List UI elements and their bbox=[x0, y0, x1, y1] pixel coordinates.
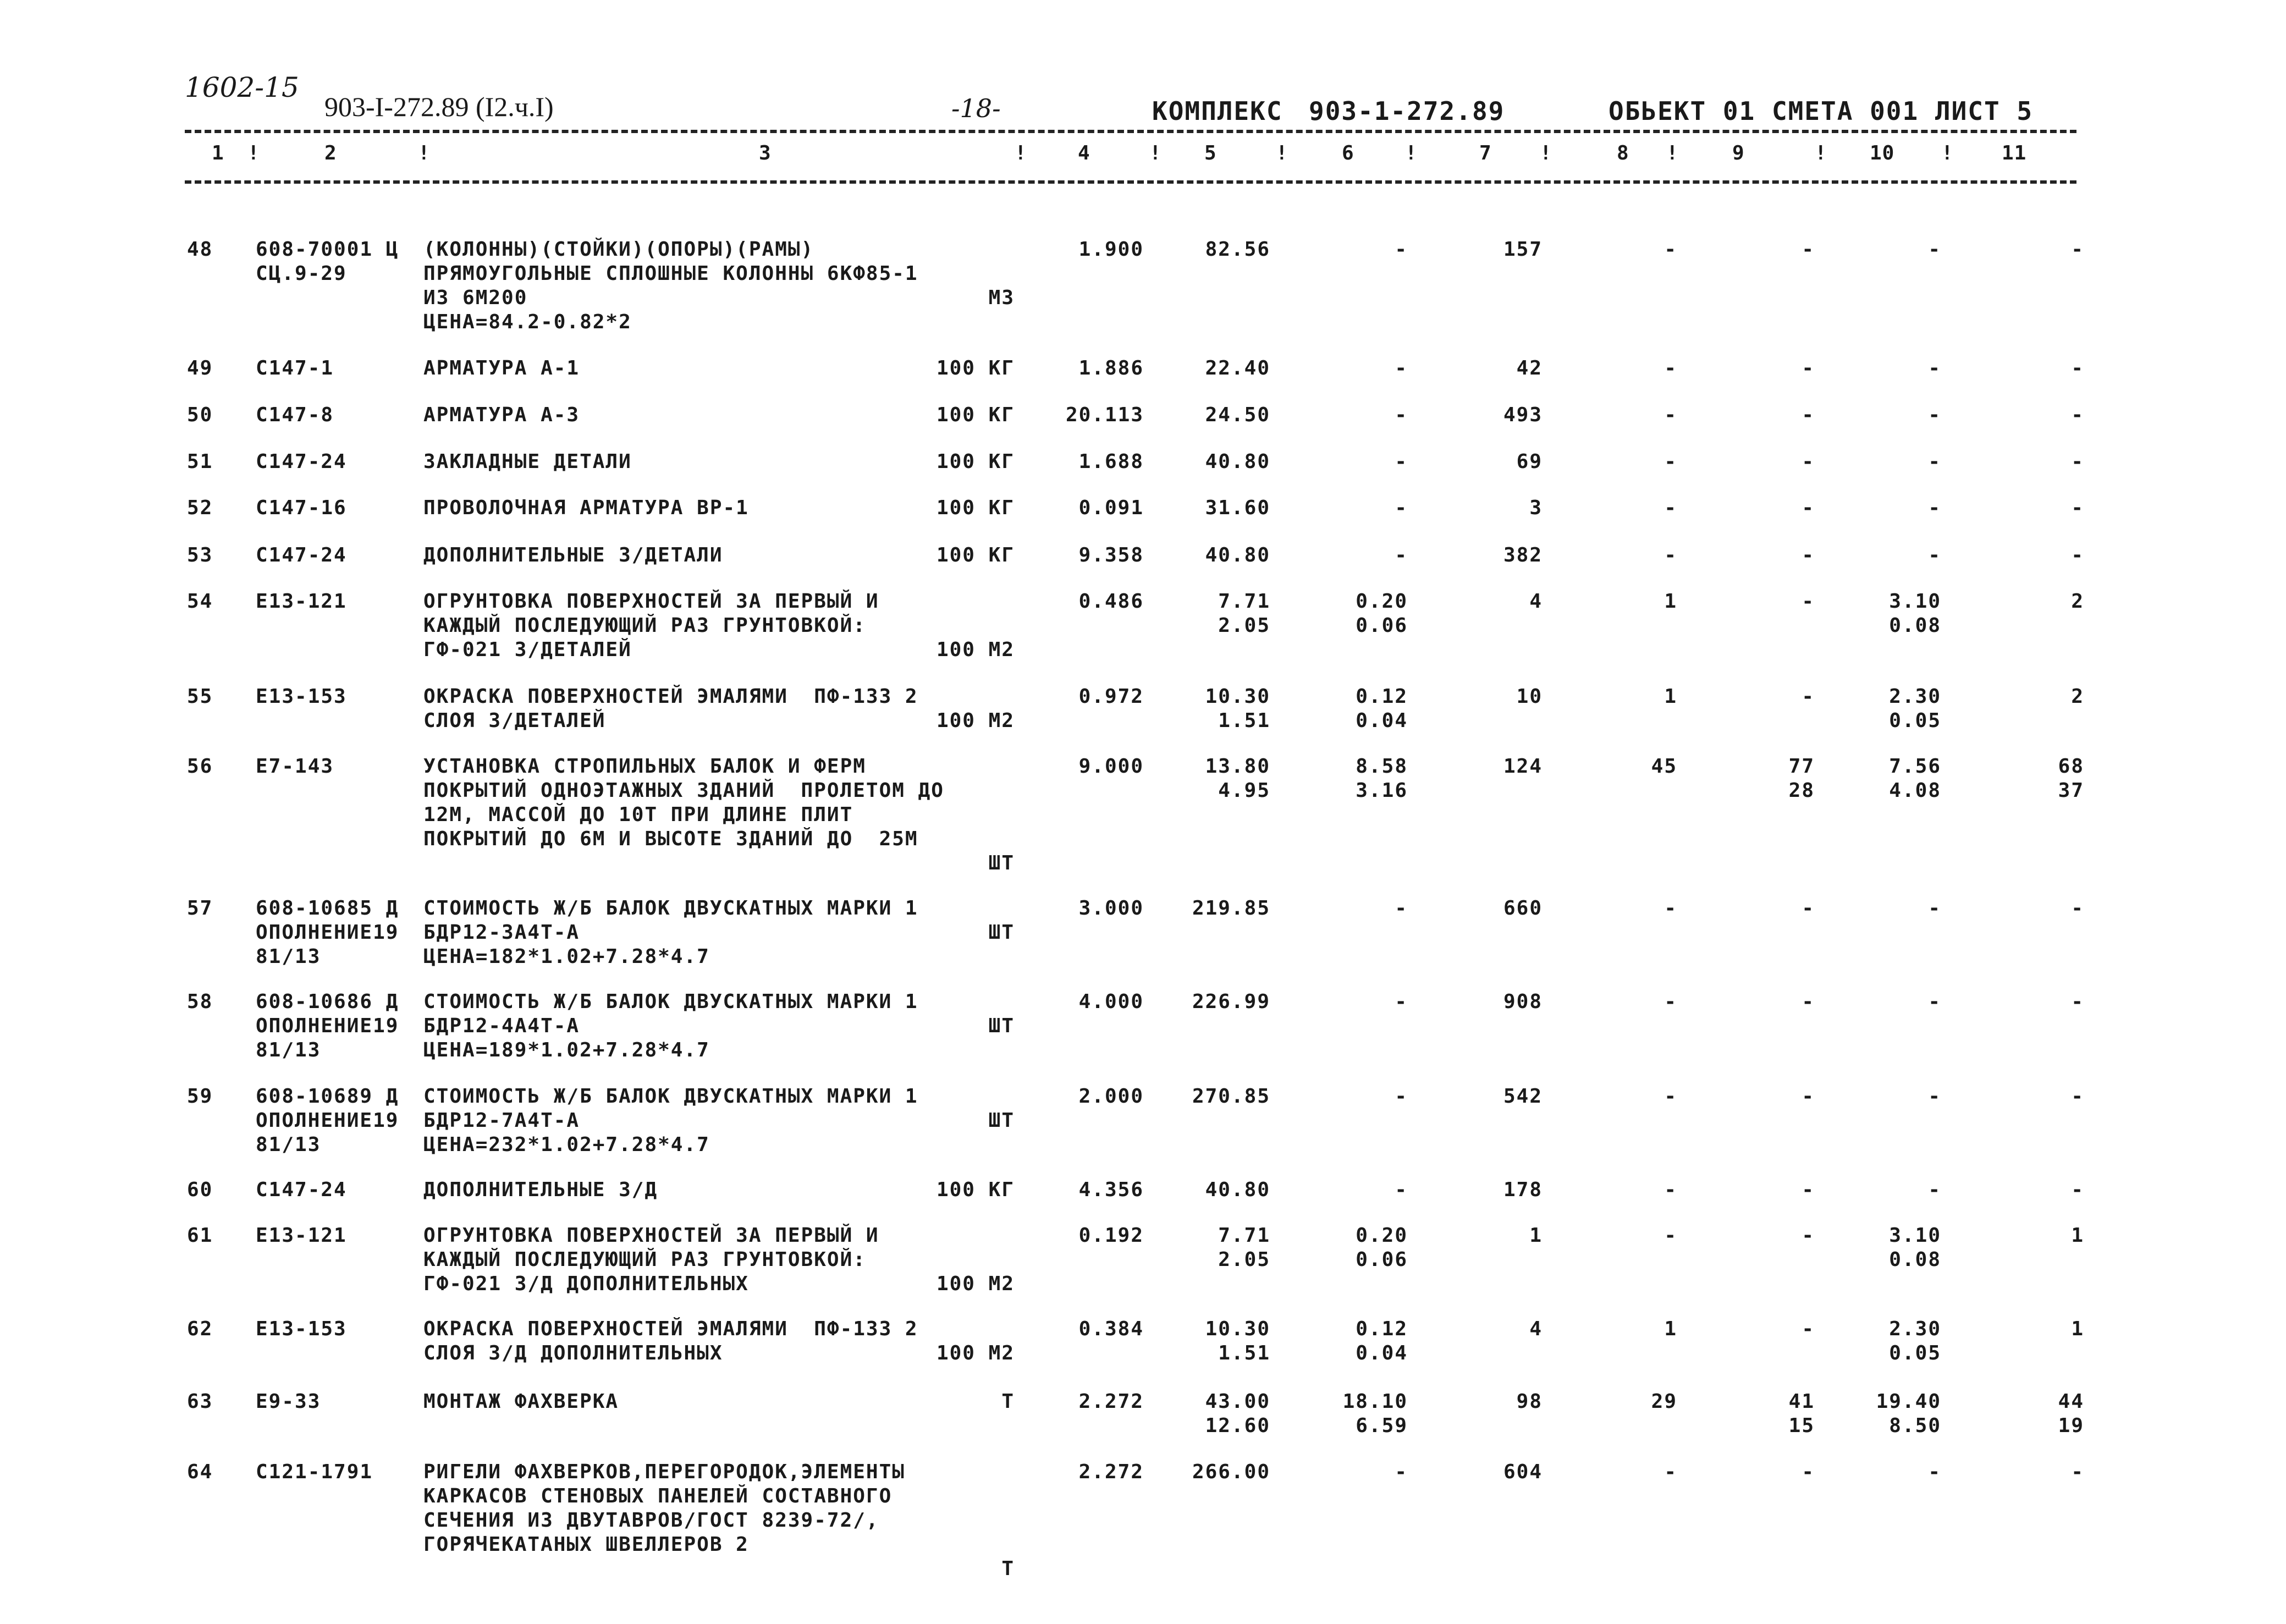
unit-price: 40.80 bbox=[1205, 450, 1270, 473]
col-7-total: 124 bbox=[1503, 755, 1543, 778]
col-6-value: 3.16 bbox=[1356, 779, 1408, 802]
item-description: БДР12-3А4Т-А bbox=[423, 921, 580, 944]
col-10-value: 2.30 bbox=[1889, 1318, 1941, 1340]
item-code: С121-1791 bbox=[256, 1461, 373, 1483]
col-6-value: - bbox=[1395, 497, 1408, 519]
col-8-value: - bbox=[1664, 404, 1677, 426]
item-description: СЛОЯ З/ДЕТАЛЕЙ bbox=[423, 709, 606, 732]
item-description: ЦЕНА=84.2-0.82*2 bbox=[423, 311, 632, 333]
unit-price: 40.80 bbox=[1205, 1179, 1270, 1201]
col-10-value: 8.50 bbox=[1889, 1414, 1941, 1437]
col-8-value: - bbox=[1664, 544, 1677, 566]
row-number: 50 bbox=[187, 404, 213, 426]
col-7-total: 4 bbox=[1529, 590, 1543, 613]
unit-price: 10.30 bbox=[1205, 1318, 1270, 1340]
column-separator: ! bbox=[1015, 142, 1027, 164]
column-separator: ! bbox=[1941, 142, 1954, 164]
unit-price: 7.71 bbox=[1218, 1224, 1270, 1247]
column-number-6: 6 bbox=[1342, 142, 1354, 164]
item-code: ОПОЛНЕНИЕ19 bbox=[256, 921, 399, 944]
col-11-value: - bbox=[2071, 897, 2084, 920]
item-description: КАЖДЫЙ ПОСЛЕДУЮЩИЙ РАЗ ГРУНТОВКОЙ: bbox=[423, 1248, 866, 1271]
unit-price: 82.56 bbox=[1205, 238, 1270, 261]
row-number: 54 bbox=[187, 590, 213, 613]
item-description: ОКРАСКА ПОВЕРХНОСТЕЙ ЭМАЛЯМИ ПФ-133 2 bbox=[423, 685, 918, 708]
column-number-3: 3 bbox=[759, 142, 772, 164]
column-separator: ! bbox=[1149, 142, 1162, 164]
unit-price: 219.85 bbox=[1192, 897, 1270, 920]
item-code: 81/13 bbox=[256, 945, 321, 968]
col-11-value: 44 bbox=[2058, 1390, 2084, 1413]
column-number-10: 10 bbox=[1870, 142, 1895, 164]
col-8-value: - bbox=[1664, 1085, 1677, 1108]
col-7-total: 908 bbox=[1503, 990, 1543, 1013]
item-quantity: 4.000 bbox=[1078, 990, 1144, 1013]
column-separator: ! bbox=[418, 142, 431, 164]
item-description: ЦЕНА=189*1.02+7.28*4.7 bbox=[423, 1039, 710, 1061]
col-9-value: - bbox=[1802, 404, 1815, 426]
column-separator: ! bbox=[1540, 142, 1552, 164]
item-unit: 100 М2 bbox=[936, 1342, 1015, 1364]
col-6-value: 0.04 bbox=[1356, 709, 1408, 732]
item-code: Е13-121 bbox=[256, 590, 347, 613]
col-10-value: 0.08 bbox=[1889, 1248, 1941, 1271]
col-6-value: - bbox=[1395, 357, 1408, 379]
col-9-value: - bbox=[1802, 544, 1815, 566]
col-8-value: - bbox=[1664, 357, 1677, 379]
col-6-value: 0.20 bbox=[1356, 590, 1408, 613]
item-unit: Т bbox=[1001, 1557, 1015, 1580]
col-8-value: - bbox=[1664, 497, 1677, 519]
item-unit: ШТ bbox=[988, 1015, 1015, 1037]
handwritten-reference: 1602-15 bbox=[185, 71, 299, 103]
column-separator: ! bbox=[1815, 142, 1827, 164]
col-11-value: - bbox=[2071, 1085, 2084, 1108]
col-10-value: - bbox=[1928, 1461, 1941, 1483]
col-9-value: - bbox=[1802, 1224, 1815, 1247]
column-number-1: 1 bbox=[212, 142, 224, 164]
col-10-value: 2.30 bbox=[1889, 685, 1941, 708]
col-10-value: - bbox=[1928, 404, 1941, 426]
unit-price: 24.50 bbox=[1205, 404, 1270, 426]
unit-price: 1.51 bbox=[1218, 709, 1270, 732]
item-quantity: 2.272 bbox=[1078, 1461, 1144, 1483]
item-quantity: 2.272 bbox=[1078, 1390, 1144, 1413]
row-number: 59 bbox=[187, 1085, 213, 1108]
item-code: ОПОЛНЕНИЕ19 bbox=[256, 1109, 399, 1132]
col-7-total: 4 bbox=[1529, 1318, 1543, 1340]
unit-price: 4.95 bbox=[1218, 779, 1270, 802]
item-quantity: 1.688 bbox=[1078, 450, 1144, 473]
item-description: ПОКРЫТИЙ ОДНОЭТАЖНЫХ ЗДАНИЙ ПРОЛЕТОМ ДО bbox=[423, 779, 944, 802]
col-8-value: - bbox=[1664, 450, 1677, 473]
unit-price: 226.99 bbox=[1192, 990, 1270, 1013]
row-number: 53 bbox=[187, 544, 213, 566]
item-code: Е13-153 bbox=[256, 685, 347, 708]
col-6-value: 0.12 bbox=[1356, 1318, 1408, 1340]
col-11-value: 37 bbox=[2058, 779, 2084, 802]
col-11-value: - bbox=[2071, 990, 2084, 1013]
column-number-5: 5 bbox=[1204, 142, 1217, 164]
item-description: ГОРЯЧЕКАТАНЫХ ШВЕЛЛЕРОВ 2 bbox=[423, 1533, 749, 1556]
item-description: ДОПОЛНИТЕЛЬНЫЕ З/Д bbox=[423, 1179, 658, 1201]
col-10-value: - bbox=[1928, 357, 1941, 379]
item-unit: 100 КГ bbox=[936, 497, 1015, 519]
col-10-value: 4.08 bbox=[1889, 779, 1941, 802]
column-separator: ! bbox=[1276, 142, 1288, 164]
header-rule-bottom bbox=[185, 180, 2076, 184]
row-number: 56 bbox=[187, 755, 213, 778]
unit-price: 2.05 bbox=[1218, 614, 1270, 637]
col-7-total: 382 bbox=[1503, 544, 1543, 566]
col-10-value: - bbox=[1928, 544, 1941, 566]
item-quantity: 1.886 bbox=[1078, 357, 1144, 379]
row-number: 62 bbox=[187, 1318, 213, 1340]
item-quantity: 9.358 bbox=[1078, 544, 1144, 566]
col-8-value: 29 bbox=[1651, 1390, 1677, 1413]
col-11-value: - bbox=[2071, 497, 2084, 519]
col-10-value: 0.05 bbox=[1889, 709, 1941, 732]
item-description: БДР12-4А4Т-А bbox=[423, 1015, 580, 1037]
col-6-value: - bbox=[1395, 897, 1408, 920]
complex-code: 903-1-272.89 bbox=[1309, 96, 1505, 126]
item-description: СТОИМОСТЬ Ж/Б БАЛОК ДВУСКАТНЫХ МАРКИ 1 bbox=[423, 1085, 918, 1108]
header-rule-top bbox=[185, 130, 2076, 133]
item-code: 608-10686 Д bbox=[256, 990, 399, 1013]
col-9-value: 28 bbox=[1788, 779, 1815, 802]
item-description: РИГЕЛИ ФАХВЕРКОВ,ПЕРЕГОРОДОК,ЭЛЕМЕНТЫ bbox=[423, 1461, 905, 1483]
item-unit: 100 КГ bbox=[936, 404, 1015, 426]
row-number: 52 bbox=[187, 497, 213, 519]
col-6-value: - bbox=[1395, 544, 1408, 566]
row-number: 60 bbox=[187, 1179, 213, 1201]
col-10-value: - bbox=[1928, 1179, 1941, 1201]
col-6-value: 0.04 bbox=[1356, 1342, 1408, 1364]
column-number-8: 8 bbox=[1617, 142, 1629, 164]
col-9-value: 77 bbox=[1788, 755, 1815, 778]
col-9-value: - bbox=[1802, 590, 1815, 613]
col-9-value: - bbox=[1802, 238, 1815, 261]
item-description: ОКРАСКА ПОВЕРХНОСТЕЙ ЭМАЛЯМИ ПФ-133 2 bbox=[423, 1318, 918, 1340]
item-description: УСТАНОВКА СТРОПИЛЬНЫХ БАЛОК И ФЕРМ bbox=[423, 755, 866, 778]
col-8-value: - bbox=[1664, 897, 1677, 920]
col-8-value: - bbox=[1664, 1179, 1677, 1201]
item-unit: ШТ bbox=[988, 921, 1015, 944]
unit-price: 22.40 bbox=[1205, 357, 1270, 379]
col-6-value: - bbox=[1395, 450, 1408, 473]
col-8-value: 1 bbox=[1664, 685, 1677, 708]
item-description: ДОПОЛНИТЕЛЬНЫЕ З/ДЕТАЛИ bbox=[423, 544, 723, 566]
document-code: 903-I-272.89 (I2.ч.I) bbox=[324, 91, 554, 122]
row-number: 64 bbox=[187, 1461, 213, 1483]
column-number-4: 4 bbox=[1078, 142, 1090, 164]
col-6-value: 18.10 bbox=[1342, 1390, 1408, 1413]
unit-price: 43.00 bbox=[1205, 1390, 1270, 1413]
col-8-value: 1 bbox=[1664, 590, 1677, 613]
col-9-value: - bbox=[1802, 450, 1815, 473]
col-6-value: 8.58 bbox=[1356, 755, 1408, 778]
col-6-value: 6.59 bbox=[1356, 1414, 1408, 1437]
item-unit: 100 КГ bbox=[936, 544, 1015, 566]
complex-label: КОМПЛЕКС bbox=[1152, 96, 1283, 126]
col-11-value: 19 bbox=[2058, 1414, 2084, 1437]
row-number: 63 bbox=[187, 1390, 213, 1413]
item-description: АРМАТУРА А-3 bbox=[423, 404, 580, 426]
col-6-value: - bbox=[1395, 404, 1408, 426]
item-quantity: 3.000 bbox=[1078, 897, 1144, 920]
col-10-value: - bbox=[1928, 238, 1941, 261]
item-description: ГФ-021 З/Д ДОПОЛНИТЕЛЬНЫХ bbox=[423, 1273, 749, 1295]
item-quantity: 0.192 bbox=[1078, 1224, 1144, 1247]
item-description: ЦЕНА=182*1.02+7.28*4.7 bbox=[423, 945, 710, 968]
col-11-value: 1 bbox=[2071, 1318, 2084, 1340]
item-description: СТОИМОСТЬ Ж/Б БАЛОК ДВУСКАТНЫХ МАРКИ 1 bbox=[423, 897, 918, 920]
row-number: 49 bbox=[187, 357, 213, 379]
item-description: МОНТАЖ ФАХВЕРКА bbox=[423, 1390, 619, 1413]
item-description: АРМАТУРА А-1 bbox=[423, 357, 580, 379]
row-number: 58 bbox=[187, 990, 213, 1013]
col-7-total: 604 bbox=[1503, 1461, 1543, 1483]
col-6-value: - bbox=[1395, 1085, 1408, 1108]
col-10-value: - bbox=[1928, 1085, 1941, 1108]
col-7-total: 3 bbox=[1529, 497, 1543, 519]
col-6-value: 0.12 bbox=[1356, 685, 1408, 708]
item-quantity: 1.900 bbox=[1078, 238, 1144, 261]
item-description: КАЖДЫЙ ПОСЛЕДУЮЩИЙ РАЗ ГРУНТОВКОЙ: bbox=[423, 614, 866, 637]
row-number: 61 bbox=[187, 1224, 213, 1247]
column-number-9: 9 bbox=[1732, 142, 1745, 164]
col-6-value: 0.06 bbox=[1356, 1248, 1408, 1271]
item-quantity: 20.113 bbox=[1065, 404, 1144, 426]
row-number: 57 bbox=[187, 897, 213, 920]
col-8-value: - bbox=[1664, 1224, 1677, 1247]
col-11-value: - bbox=[2071, 238, 2084, 261]
unit-price: 270.85 bbox=[1192, 1085, 1270, 1108]
col-8-value: - bbox=[1664, 238, 1677, 261]
unit-price: 40.80 bbox=[1205, 544, 1270, 566]
col-11-value: - bbox=[2071, 450, 2084, 473]
item-description: ЦЕНА=232*1.02+7.28*4.7 bbox=[423, 1133, 710, 1156]
item-unit: 100 КГ bbox=[936, 357, 1015, 379]
unit-price: 7.71 bbox=[1218, 590, 1270, 613]
col-10-value: 7.56 bbox=[1889, 755, 1941, 778]
col-6-value: 0.20 bbox=[1356, 1224, 1408, 1247]
col-9-value: - bbox=[1802, 357, 1815, 379]
col-10-value: 0.08 bbox=[1889, 614, 1941, 637]
col-9-value: - bbox=[1802, 1179, 1815, 1201]
col-10-value: - bbox=[1928, 497, 1941, 519]
col-9-value: - bbox=[1802, 1461, 1815, 1483]
col-10-value: - bbox=[1928, 990, 1941, 1013]
item-code: 81/13 bbox=[256, 1133, 321, 1156]
item-quantity: 9.000 bbox=[1078, 755, 1144, 778]
item-code: С147-8 bbox=[256, 404, 334, 426]
item-unit: ШТ bbox=[988, 852, 1015, 874]
col-7-total: 1 bbox=[1529, 1224, 1543, 1247]
col-11-value: 2 bbox=[2071, 590, 2084, 613]
col-9-value: - bbox=[1802, 685, 1815, 708]
unit-price: 266.00 bbox=[1192, 1461, 1270, 1483]
col-7-total: 42 bbox=[1516, 357, 1543, 379]
col-8-value: 1 bbox=[1664, 1318, 1677, 1340]
col-11-value: - bbox=[2071, 1179, 2084, 1201]
item-code: С147-24 bbox=[256, 544, 347, 566]
page-number: -18- bbox=[951, 93, 1001, 123]
col-9-value: - bbox=[1802, 497, 1815, 519]
item-quantity: 0.972 bbox=[1078, 685, 1144, 708]
item-unit: 100 М2 bbox=[936, 709, 1015, 732]
col-7-total: 157 bbox=[1503, 238, 1543, 261]
col-7-total: 69 bbox=[1516, 450, 1543, 473]
item-description: ЗАКЛАДНЫЕ ДЕТАЛИ bbox=[423, 450, 632, 473]
item-description: БДР12-7А4Т-А bbox=[423, 1109, 580, 1132]
col-10-value: 0.05 bbox=[1889, 1342, 1941, 1364]
item-description: ИЗ 6М200 bbox=[423, 287, 528, 309]
col-11-value: 2 bbox=[2071, 685, 2084, 708]
item-quantity: 0.384 bbox=[1078, 1318, 1144, 1340]
item-code: С147-1 bbox=[256, 357, 334, 379]
col-6-value: 0.06 bbox=[1356, 614, 1408, 637]
col-11-value: 1 bbox=[2071, 1224, 2084, 1247]
column-separator: ! bbox=[247, 142, 260, 164]
object-info: ОБЬЕКТ 01 СМЕТА 001 ЛИСТ 5 bbox=[1609, 96, 2034, 126]
col-8-value: - bbox=[1664, 990, 1677, 1013]
item-description: ОГРУНТОВКА ПОВЕРХНОСТЕЙ ЗА ПЕРВЫЙ И bbox=[423, 590, 879, 613]
column-number-11: 11 bbox=[2002, 142, 2027, 164]
item-unit: 100 КГ bbox=[936, 1179, 1015, 1201]
col-7-total: 542 bbox=[1503, 1085, 1543, 1108]
col-10-value: - bbox=[1928, 450, 1941, 473]
col-11-value: - bbox=[2071, 544, 2084, 566]
col-6-value: - bbox=[1395, 990, 1408, 1013]
col-11-value: 68 bbox=[2058, 755, 2084, 778]
item-code: Е7-143 bbox=[256, 755, 334, 778]
col-11-value: - bbox=[2071, 404, 2084, 426]
item-description: СЛОЯ З/Д ДОПОЛНИТЕЛЬНЫХ bbox=[423, 1342, 723, 1364]
item-unit: ШТ bbox=[988, 1109, 1015, 1132]
item-code: 608-70001 Ц bbox=[256, 238, 399, 261]
item-description: КАРКАСОВ СТЕНОВЫХ ПАНЕЛЕЙ СОСТАВНОГО bbox=[423, 1485, 893, 1507]
column-separator: ! bbox=[1405, 142, 1418, 164]
col-7-total: 178 bbox=[1503, 1179, 1543, 1201]
col-10-value: - bbox=[1928, 897, 1941, 920]
unit-price: 12.60 bbox=[1205, 1414, 1270, 1437]
item-description: СТОИМОСТЬ Ж/Б БАЛОК ДВУСКАТНЫХ МАРКИ 1 bbox=[423, 990, 918, 1013]
col-6-value: - bbox=[1395, 1461, 1408, 1483]
item-quantity: 4.356 bbox=[1078, 1179, 1144, 1201]
col-8-value: - bbox=[1664, 1461, 1677, 1483]
column-separator: ! bbox=[1666, 142, 1679, 164]
row-number: 51 bbox=[187, 450, 213, 473]
column-number-7: 7 bbox=[1479, 142, 1492, 164]
item-description: ГФ-021 З/ДЕТАЛЕЙ bbox=[423, 638, 632, 661]
col-10-value: 3.10 bbox=[1889, 1224, 1941, 1247]
col-11-value: - bbox=[2071, 1461, 2084, 1483]
item-code: С147-24 bbox=[256, 450, 347, 473]
col-9-value: - bbox=[1802, 1085, 1815, 1108]
item-code: 608-10685 Д bbox=[256, 897, 399, 920]
item-code: 81/13 bbox=[256, 1039, 321, 1061]
item-code: ОПОЛНЕНИЕ19 bbox=[256, 1015, 399, 1037]
col-10-value: 3.10 bbox=[1889, 590, 1941, 613]
unit-price: 31.60 bbox=[1205, 497, 1270, 519]
col-9-value: - bbox=[1802, 990, 1815, 1013]
col-9-value: 15 bbox=[1788, 1414, 1815, 1437]
col-7-total: 98 bbox=[1516, 1390, 1543, 1413]
col-9-value: - bbox=[1802, 1318, 1815, 1340]
item-description: 12М, МАССОЙ ДО 10Т ПРИ ДЛИНЕ ПЛИТ bbox=[423, 803, 853, 826]
item-code: Е13-121 bbox=[256, 1224, 347, 1247]
item-description: ОГРУНТОВКА ПОВЕРХНОСТЕЙ ЗА ПЕРВЫЙ И bbox=[423, 1224, 879, 1247]
unit-price: 13.80 bbox=[1205, 755, 1270, 778]
item-code: С147-16 bbox=[256, 497, 347, 519]
row-number: 48 bbox=[187, 238, 213, 261]
item-code: Е9-33 bbox=[256, 1390, 321, 1413]
item-code: СЦ.9-29 bbox=[256, 262, 347, 285]
item-code: Е13-153 bbox=[256, 1318, 347, 1340]
item-description: ПОКРЫТИЙ ДО 6М И ВЫСОТЕ ЗДАНИЙ ДО 25М bbox=[423, 828, 918, 850]
col-6-value: - bbox=[1395, 238, 1408, 261]
item-quantity: 0.091 bbox=[1078, 497, 1144, 519]
col-10-value: 19.40 bbox=[1876, 1390, 1941, 1413]
col-9-value: 41 bbox=[1788, 1390, 1815, 1413]
row-number: 55 bbox=[187, 685, 213, 708]
unit-price: 1.51 bbox=[1218, 1342, 1270, 1364]
col-8-value: 45 bbox=[1651, 755, 1677, 778]
item-unit: Т bbox=[1001, 1390, 1015, 1413]
item-code: С147-24 bbox=[256, 1179, 347, 1201]
item-description: ПРОВОЛОЧНАЯ АРМАТУРА ВР-1 bbox=[423, 497, 749, 519]
col-11-value: - bbox=[2071, 357, 2084, 379]
item-unit: 100 М2 bbox=[936, 1273, 1015, 1295]
col-6-value: - bbox=[1395, 1179, 1408, 1201]
item-unit: М3 bbox=[988, 287, 1015, 309]
col-7-total: 493 bbox=[1503, 404, 1543, 426]
item-unit: 100 М2 bbox=[936, 638, 1015, 661]
unit-price: 2.05 bbox=[1218, 1248, 1270, 1271]
item-description: (КОЛОННЫ)(СТОЙКИ)(ОПОРЫ)(РАМЫ) bbox=[423, 238, 814, 261]
item-unit: 100 КГ bbox=[936, 450, 1015, 473]
col-7-total: 10 bbox=[1516, 685, 1543, 708]
col-7-total: 660 bbox=[1503, 897, 1543, 920]
item-quantity: 2.000 bbox=[1078, 1085, 1144, 1108]
item-description: СЕЧЕНИЯ ИЗ ДВУТАВРОВ/ГОСТ 8239-72/, bbox=[423, 1509, 879, 1532]
item-description: ПРЯМОУГОЛЬНЫЕ СПЛОШНЫЕ КОЛОННЫ 6КФ85-1 bbox=[423, 262, 918, 285]
item-quantity: 0.486 bbox=[1078, 590, 1144, 613]
column-number-2: 2 bbox=[324, 142, 337, 164]
item-code: 608-10689 Д bbox=[256, 1085, 399, 1108]
col-9-value: - bbox=[1802, 897, 1815, 920]
unit-price: 10.30 bbox=[1205, 685, 1270, 708]
